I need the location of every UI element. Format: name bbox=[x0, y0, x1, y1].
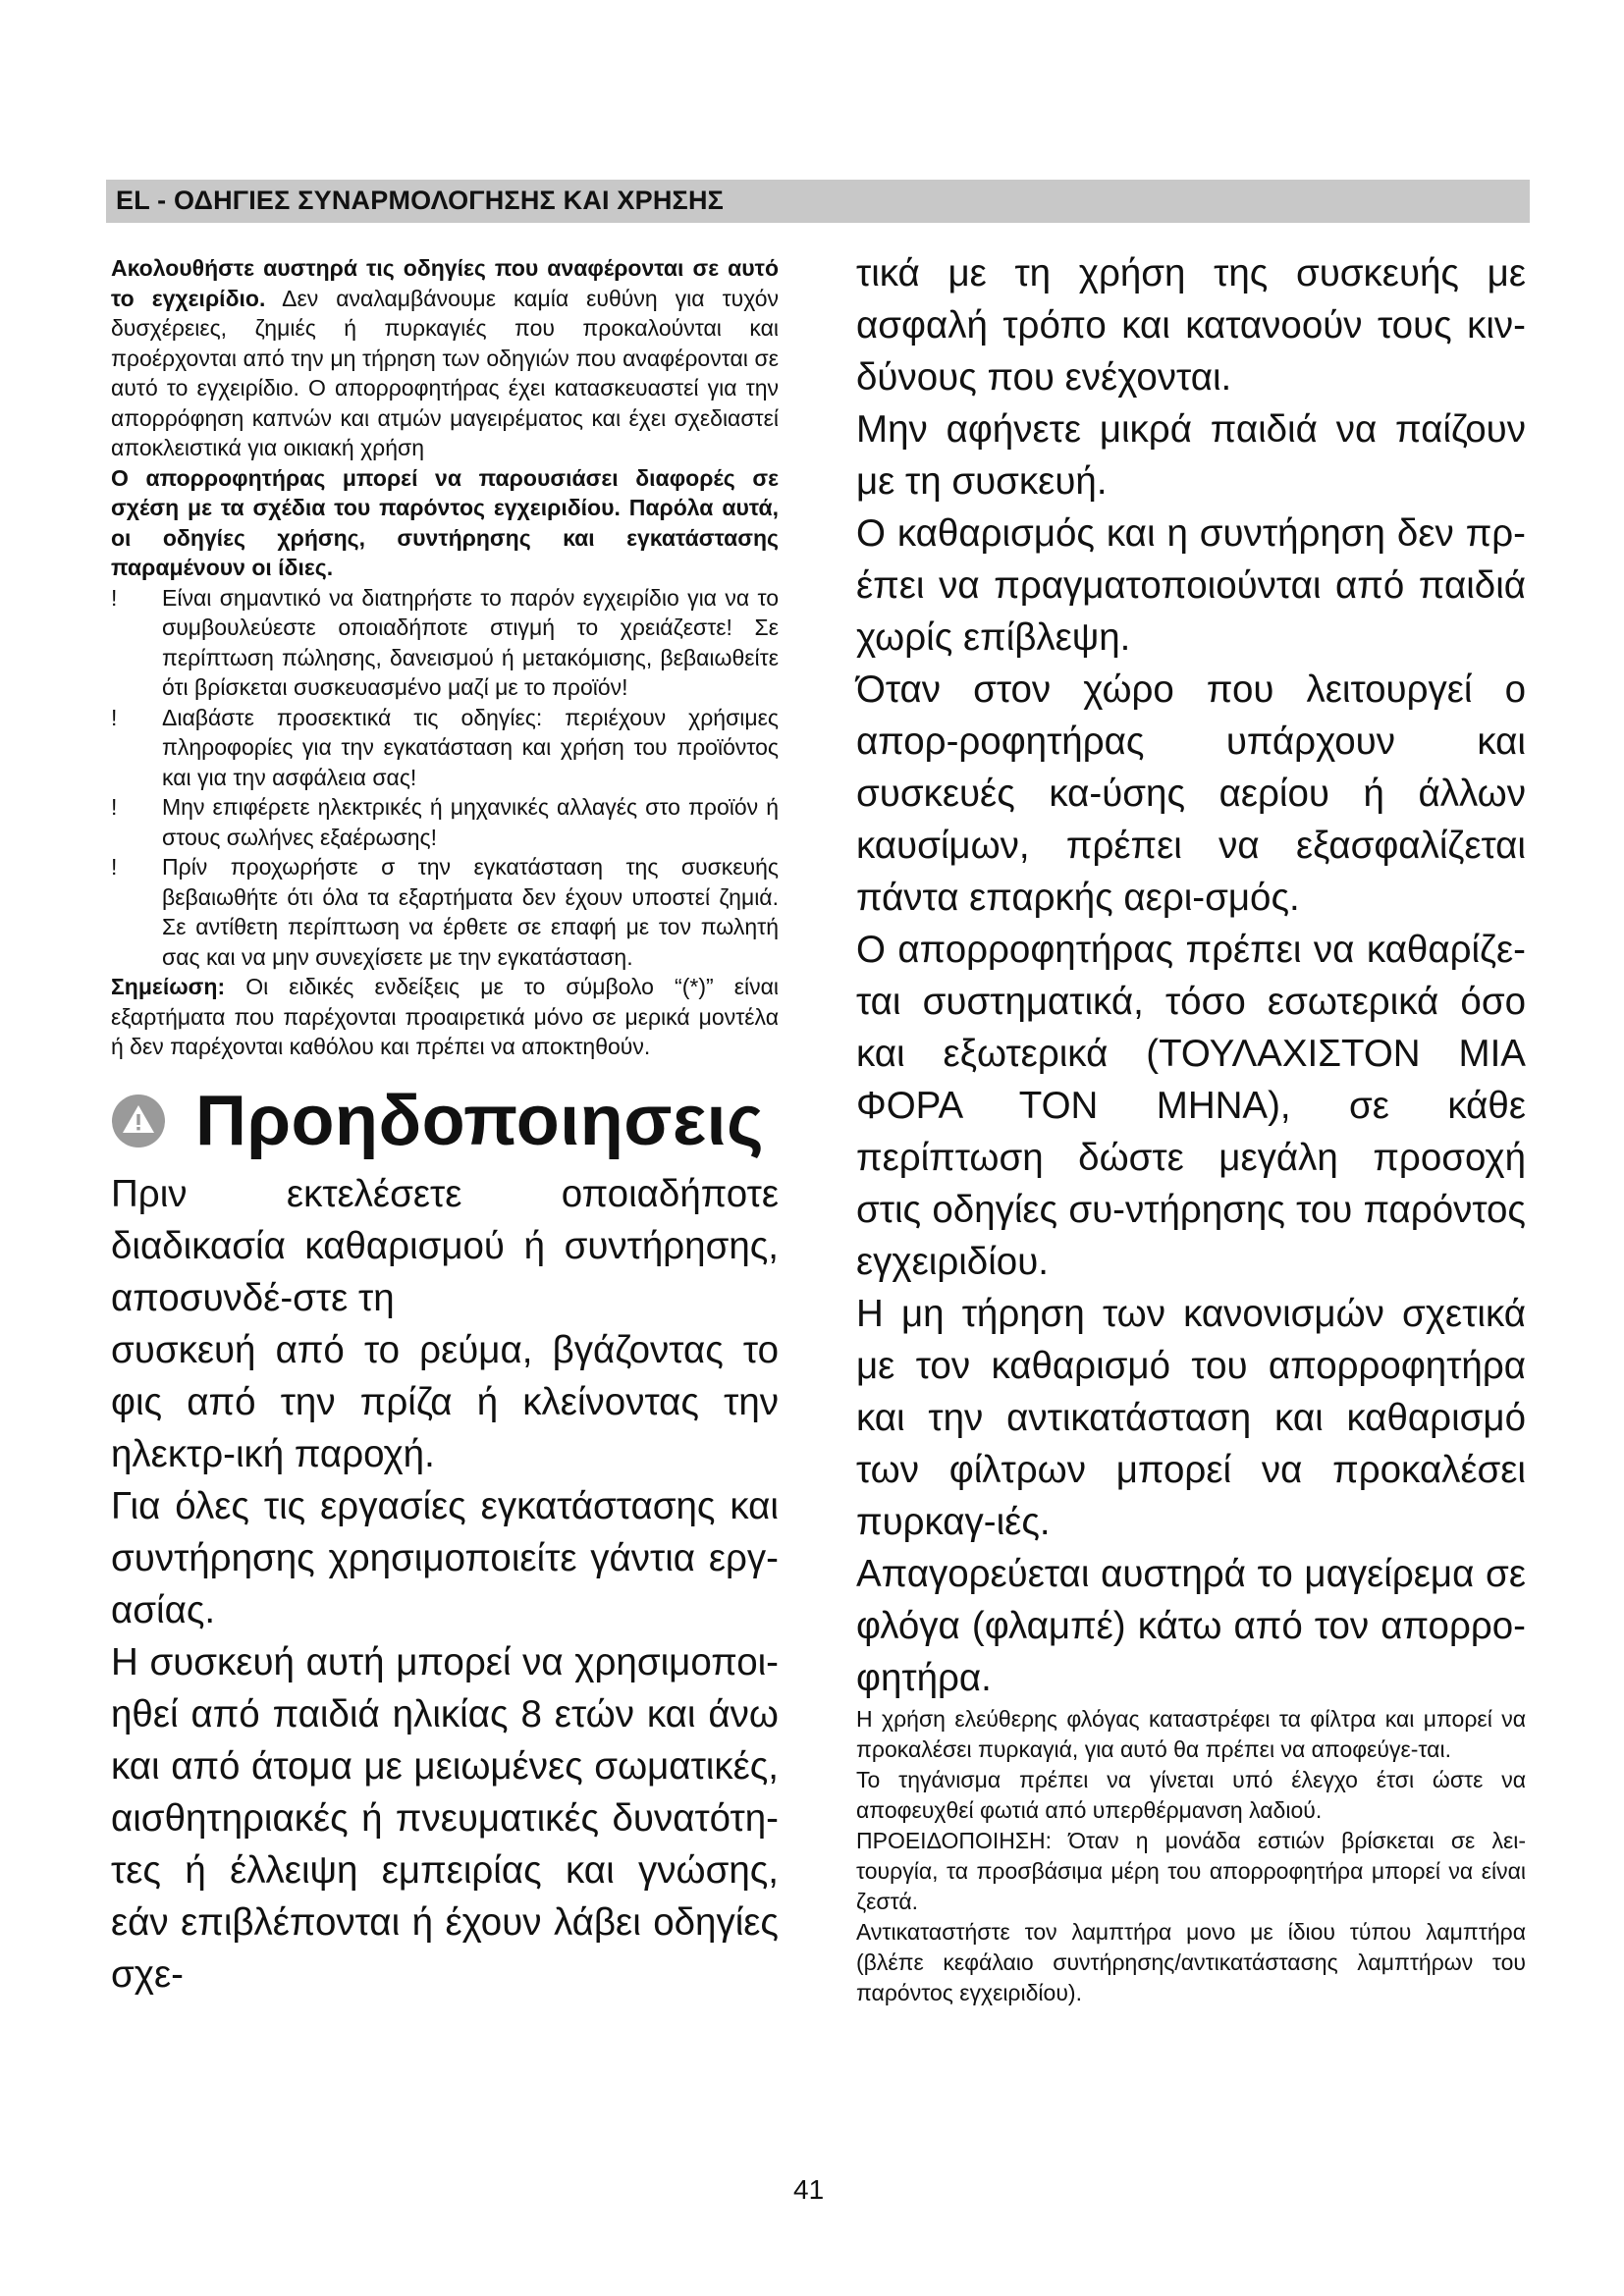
intro-text-1: Δεν αναλαμβάνουμε καμία ευθύνη για τυχόν δυσχέρειες, ζημιές ή πυρκαγιές που προκαλούνται και προέρχονται από την μη τήρηση των οδηγιών που αναφέρονται σε αυτό το εγχειρίδιο. Ο απορροφητήρας έχει κατασκευαστεί για την απορρόφηση καπνών και ατμών μαγειρέματος και έχει σχεδιαστεί αποκλειστικά για οικιακή χρήση bbox=[111, 285, 780, 460]
intro-paragraph-2 bbox=[111, 463, 779, 583]
right-column bbox=[856, 247, 1526, 2008]
warning-paragraph: τικά με τη χρήση της συσκευής με ασφαλή τρόπο και κατανοούν τους κιν-δύνους που ενέχονται. bbox=[856, 252, 1526, 399]
intro-paragraph-1 bbox=[111, 253, 779, 463]
remark-paragraph bbox=[111, 972, 779, 1062]
exclamation-icon: ! bbox=[111, 704, 118, 730]
section-header-bar bbox=[106, 180, 1530, 223]
warnings-title: Προηδοποιησεις bbox=[195, 1081, 765, 1160]
warning-note: Αντικαταστήστε τον λαμπτήρα μονο με ίδιου τύπου λαμπτήρα (βλέπε κεφάλαιο συντήρησης/αντικατάστασης λαμπτήρων του παρόντος εγχειριδίου). bbox=[856, 1919, 1526, 2005]
section-title: EL - ΟΔΗΓΙΕΣ ΣΥΝΑΡΜΟΛΟΓΗΣΗΣ ΚΑΙ ΧΡΗΣΗΣ bbox=[116, 186, 725, 215]
warnings-heading bbox=[111, 1080, 779, 1162]
warning-note: ΠΡΟΕΙΔΟΠΟΙΗΣΗ: Όταν η μονάδα εστιών βρίσκεται σε λει-τουργία, τα προσβάσιμα μέρη του απορροφητήρα μπορεί να είναι ζεστά. bbox=[856, 1828, 1526, 1914]
warning-paragraph: συσκευή από το ρεύμα, βγάζοντας το φις από την πρίζα ή κλείνοντας την ηλεκτρ-ική παροχή. bbox=[111, 1328, 779, 1475]
exclamation-icon: ! bbox=[111, 794, 118, 820]
note-text: Διαβάστε προσεκτικά τις οδηγίες: περιέχουν χρήσιμες πληροφορίες για την εγκατάσταση και χρήση του προϊόντος και για την ασφάλεια σας! bbox=[162, 704, 779, 790]
list-item bbox=[111, 703, 779, 793]
note-text: Μην επιφέρετε ηλεκτρικές ή μηχανικές αλλαγές στο προϊόν ή στους σωλήνες εξαέρωσης! bbox=[162, 794, 779, 850]
warning-triangle-icon bbox=[111, 1094, 166, 1148]
left-column bbox=[111, 253, 779, 2001]
warning-paragraph: Η συσκευή αυτή μπορεί να χρησιμοποι-ηθεί από παιδιά ηλικίας 8 ετών και άνω και από άτομα με μειωμένες σωματικές, αισθητηριακές ή πνευματικές δυνατότη-τες ή έλλειψη εμπειρίας και γνώσης, εάν επιβλέπονται ή έχουν λάβει οδηγίες σχε- bbox=[111, 1640, 779, 1996]
warning-paragraph: Η μη τήρηση των κανονισμών σχετικά με τον καθαρισμό του απορροφητήρα και την αντικατάσταση και καθαρισμό των φίλτρων μπορεί να προκαλέσει πυρκαγ-ιές. bbox=[856, 1293, 1526, 1543]
remark-text: Οι ειδικές ενδείξεις με το σύμβολο “(*)” είναι εξαρτήματα που παρέχονται προαιρετικά μόνο σε μερικά μοντέλα ή δεν παρέχονται καθόλου και πρέπει να αποκτηθούν. bbox=[111, 974, 779, 1059]
warning-paragraph: Απαγορεύεται αυστηρά το μαγείρεμα σε φλόγα (φλαμπέ) κάτω από τον απορρο-φητήρα. bbox=[856, 1553, 1526, 1699]
list-item bbox=[111, 852, 779, 972]
remark-label: Σημείωση: bbox=[111, 974, 226, 999]
warning-note: Το τηγάνισμα πρέπει να γίνεται υπό έλεγχο έτσι ώστε να αποφευχθεί φωτιά από υπερθέρμανση λαδιού. bbox=[856, 1767, 1526, 1823]
list-item bbox=[111, 583, 779, 703]
warning-paragraph: Πριν εκτελέσετε οποιαδήποτε διαδικασία καθαρισμού ή συντήρησης, αποσυνδέ-στε τη bbox=[111, 1172, 779, 1319]
notes-list bbox=[111, 583, 779, 973]
intro-bold-1: Ακολουθήστε αυστηρά τις οδηγίες που αναφέρονται σε αυτό το εγχειρίδιο. bbox=[111, 255, 779, 311]
exclamation-icon: ! bbox=[111, 854, 118, 880]
warning-paragraph: Για όλες τις εργασίες εγκατάστασης και συντήρησης χρησιμοποιείτε γάντια εργ-ασίας. bbox=[111, 1484, 779, 1631]
warning-paragraph: Ο καθαρισμός και η συντήρηση δεν πρ-έπει να πραγματοποιούνται από παιδιά χωρίς επίβλεψη. bbox=[856, 512, 1526, 659]
warning-note: Η χρήση ελεύθερης φλόγας καταστρέφει τα φίλτρα και μπορεί να προκαλέσει πυρκαγιά, για αυτό θα πρέπει να αποφεύγε-ται. bbox=[856, 1706, 1526, 1762]
warning-paragraph: Όταν στον χώρο που λειτουργεί ο απορ-ροφητήρας υπάρχουν και συσκευές κα-ύσης αερίου ή άλλων καυσίμων, πρέπει να εξασφαλίζεται πάντα επαρκής αερι-σμός. bbox=[856, 668, 1526, 919]
exclamation-icon: ! bbox=[111, 584, 118, 611]
intro-bold-2: Ο απορροφητήρας μπορεί να παρουσιάσει διαφορές σε σχέση με τα σχέδια του παρόντος εγχειριδίου. Παρόλα αυτά, οι οδηγίες χρήσης, συντήρησης και εγκατάστασης παραμένουν οι ίδιες. bbox=[111, 464, 779, 580]
page-number: 41 bbox=[793, 2174, 825, 2205]
note-text: Πρίν προχωρήστε σ την εγκατάσταση της συσκευής βεβαιωθήτε ότι όλα τα εξαρτήματα δεν έχουν υποστεί ζημιά. Σε αντίθετη περίπτωση να έρθετε σε επαφή με τον πωλητή σας και να μην συνεχίσετε με την εγκατάσταση. bbox=[162, 854, 779, 970]
note-text: Είναι σημαντικό να διατηρήστε το παρόν εγχειρίδιο για να το συμβουλεύεστε οποιαδήποτε στιγμή το χρειάζεστε! Σε περίπτωση πώλησης, δανεισμού ή μετακόμισης, βεβαιωθείτε ότι βρίσκεται συσκευασμένο μαζί με το προϊόν! bbox=[162, 584, 779, 700]
warning-paragraph: Ο απορροφητήρας πρέπει να καθαρίζε-ται συστηματικά, τόσο εσωτερικά όσο και εξωτερικά (ΤΟΥΛΑΧΙΣΤΟΝ ΜΙΑ ΦΟΡΑ ΤΟΝ ΜΗΝΑ), σε κάθε περίπτωση δώστε μεγάλη προσοχή στις οδηγίες συ-ντήρησης του παρόντος εγχειριδίου. bbox=[856, 929, 1526, 1283]
warning-paragraph: Μην αφήνετε μικρά παιδιά να παίζουν με τη συσκευή. bbox=[856, 408, 1526, 503]
list-item bbox=[111, 792, 779, 852]
